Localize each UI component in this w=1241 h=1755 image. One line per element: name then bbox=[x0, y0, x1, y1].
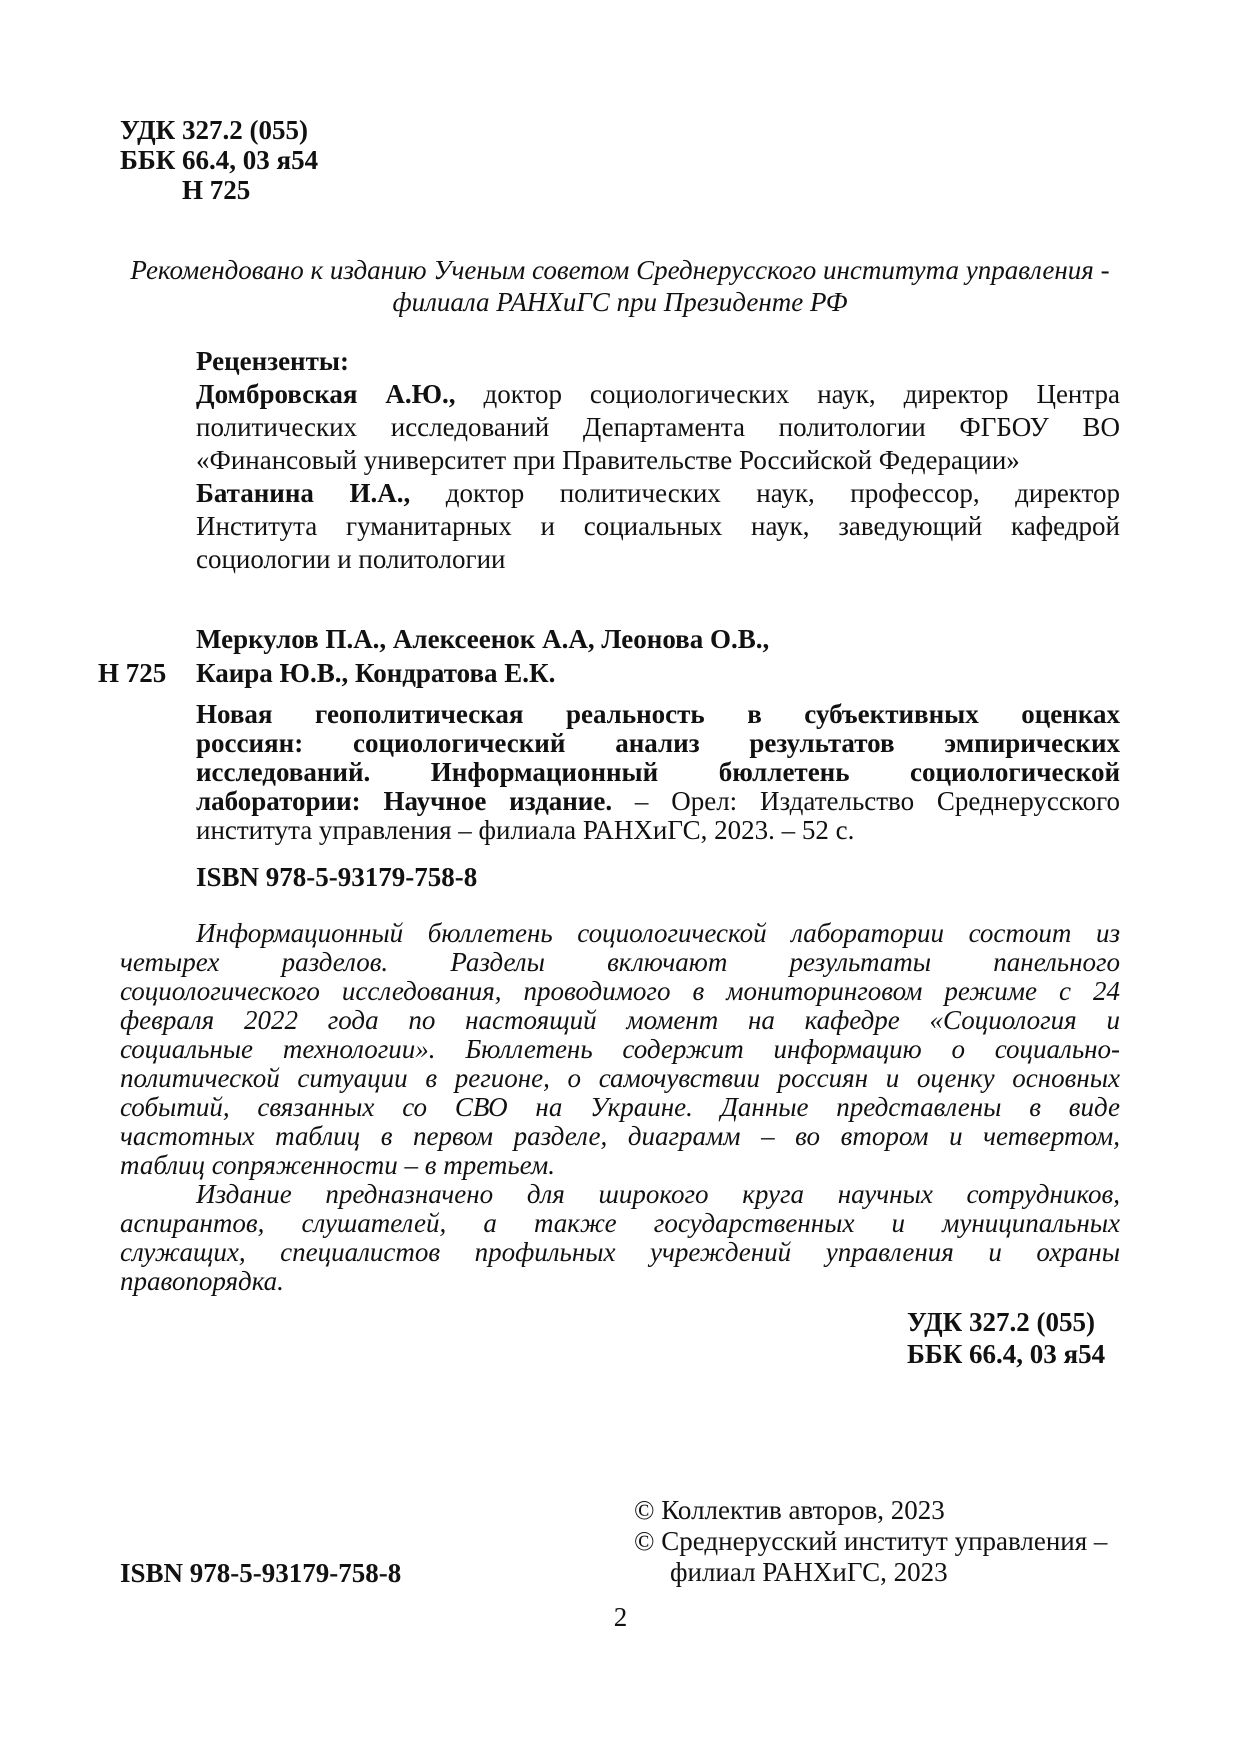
annotation-line: служащих, специалистов профильных учреждений управления и охраны bbox=[120, 1237, 1120, 1267]
author-mark-side: Н 725 bbox=[98, 658, 167, 688]
annotation-line: Информационный бюллетень социологической лаборатории состоит из bbox=[196, 918, 1120, 948]
authors-line: Каира Ю.В., Кондратова Е.К. bbox=[196, 658, 556, 688]
copyright-institute: © Среднерусский институт управления – bbox=[634, 1526, 1108, 1556]
bbk-code: ББК 66.4, 03 я54 bbox=[120, 145, 319, 175]
annotation-line: частотных таблиц в первом разделе, диаграмм – во втором и четвертом, bbox=[120, 1121, 1120, 1151]
annotation-line: четырех разделов. Разделы включают результаты панельного bbox=[120, 947, 1120, 977]
reviewer-name: Домбровская А.Ю., bbox=[196, 379, 456, 409]
reviewer-name: Батанина И.А., bbox=[196, 478, 411, 508]
annotation-line: февраля 2022 года по настоящий момент на кафедре «Социология и bbox=[120, 1005, 1120, 1035]
bbk-code: ББК 66.4, 03 я54 bbox=[907, 1339, 1106, 1369]
classification-footer bbox=[907, 1306, 1105, 1370]
authors-line: Меркулов П.А., Алексеенок А.А, Леонова О.В., bbox=[196, 624, 770, 654]
annotation-line: Издание предназначено для широкого круга научных сотрудников, bbox=[196, 1179, 1120, 1209]
page-number: 2 bbox=[613, 1602, 628, 1632]
authors-list bbox=[196, 622, 1120, 690]
reviewer-line: политических исследований Департамента политологии ФГБОУ ВО bbox=[196, 412, 1120, 442]
annotation-line: аспирантов, слушателей, а также государственных и муниципальных bbox=[120, 1208, 1120, 1238]
annotation-line: социологического исследования, проводимого в мониторинговом режиме с 24 bbox=[120, 976, 1120, 1006]
annotation-line: правопорядка. bbox=[120, 1266, 284, 1296]
title-line: исследований. Информационный бюллетень социологической bbox=[196, 757, 1120, 787]
reviewer-line: Батанина И.А., доктор политических наук, профессор, директор bbox=[196, 478, 1121, 508]
title-line: Новая геополитическая реальность в субъективных оценках bbox=[196, 699, 1120, 729]
annotation-line: событий, связанных со СВО на Украине. Данные представлены в виде bbox=[120, 1092, 1120, 1122]
classification-header bbox=[120, 115, 318, 205]
annotation bbox=[120, 919, 1120, 1296]
title-line: лаборатории: Научное издание. – Орел: Издательство Среднерусского bbox=[196, 786, 1120, 816]
annotation-line: социальные технологии». Бюллетень содержит информацию о социально- bbox=[120, 1034, 1120, 1064]
copyright-authors: © Коллектив авторов, 2023 bbox=[634, 1495, 945, 1525]
bibliographic-description bbox=[196, 700, 1120, 845]
reviewer-line: Института гуманитарных и социальных наук, заведующий кафедрой bbox=[196, 511, 1120, 541]
imprint-line: института управления – филиала РАНХиГС, 2023. – 52 с. bbox=[196, 815, 855, 845]
recommendation-line: филиала РАНХиГС при Президенте РФ bbox=[392, 287, 848, 317]
copyright-institute-cont: филиал РАНХиГС, 2023 bbox=[670, 1557, 948, 1587]
udk-code: УДК 327.2 (055) bbox=[907, 1307, 1095, 1337]
recommendation-note bbox=[120, 254, 1120, 318]
title-line: россиян: социологический анализ результатов эмпирических bbox=[196, 728, 1120, 758]
isbn: ISBN 978-5-93179-758-8 bbox=[196, 862, 478, 892]
udk-code: УДК 327.2 (055) bbox=[120, 115, 308, 145]
reviewer-line: «Финансовый университет при Правительстве Российской Федерации» bbox=[196, 445, 1020, 475]
recommendation-line: Рекомендовано к изданию Ученым советом Среднерусского института управления - bbox=[130, 255, 1110, 285]
reviewer-line: Домбровская А.Ю., доктор социологических наук, директор Центра bbox=[196, 379, 1120, 409]
reviewers-heading: Рецензенты: bbox=[196, 346, 349, 376]
author-mark: Н 725 bbox=[182, 175, 251, 205]
reviewers-section bbox=[196, 345, 1120, 576]
annotation-line: политической ситуации в регионе, о самочувствии россиян и оценку основных bbox=[120, 1063, 1120, 1093]
copyright-block bbox=[634, 1495, 1107, 1588]
isbn-footer: ISBN 978-5-93179-758-8 bbox=[120, 1558, 402, 1588]
annotation-line: таблиц сопряженности – в третьем. bbox=[120, 1150, 555, 1180]
reviewer-line: социологии и политологии bbox=[196, 544, 506, 574]
